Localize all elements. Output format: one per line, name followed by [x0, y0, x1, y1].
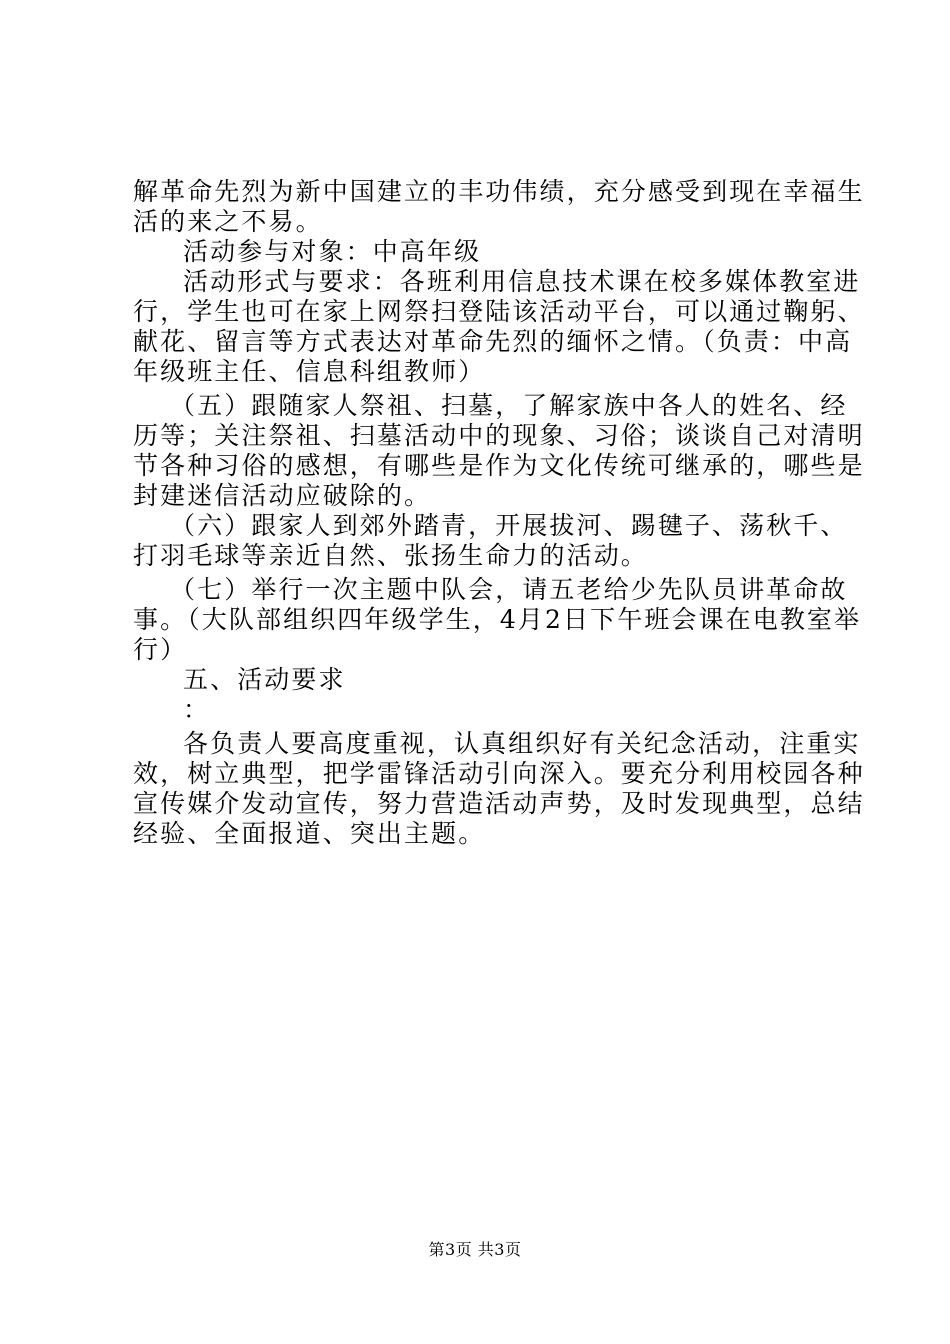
body-text-line: ： — [183, 695, 211, 724]
body-text-line: 经验、全面报道、突出主题。 — [133, 819, 486, 848]
body-text-line: 行，学生也可在家上网祭扫登陆该活动平台，可以通过鞠躬、 — [133, 297, 865, 326]
body-text-line: 节各种习俗的感想，有哪些是作为文化传统可继承的，哪些是 — [133, 451, 865, 480]
body-text-line: （五）跟随家人祭祖、扫墓，了解家族中各人的姓名、经 — [170, 391, 848, 420]
body-text-line: 行） — [133, 635, 188, 664]
page-footer: 第3页 共3页 — [428, 1240, 522, 1259]
body-text-line: 活动形式与要求：各班利用信息技术课在校多媒体教室进 — [183, 267, 861, 296]
body-text-line: 宣传媒介发动宣传，努力营造活动声势，及时发现典型，总结 — [133, 789, 865, 818]
body-text-line: 年级班主任、信息科组教师） — [133, 357, 486, 386]
body-text-line: （六）跟家人到郊外踏青，开展拔河、踢毽子、荡秋千、 — [170, 511, 848, 540]
body-text-line: 各负责人要高度重视，认真组织好有关纪念活动，注重实 — [183, 729, 861, 758]
body-text-line: 事。（大队部组织四年级学生，4月2日下午班会课在电教室举 — [133, 605, 862, 634]
section-heading: 五、活动要求 — [183, 665, 346, 694]
body-text-line: （七）举行一次主题中队会，请五老给少先队员讲革命故 — [170, 575, 848, 604]
body-text-line: 效，树立典型，把学雷锋活动引向深入。要充分利用校园各种 — [133, 759, 865, 788]
body-text-line: 献花、留言等方式表达对革命先烈的缅怀之情。（负责：中高 — [133, 327, 853, 356]
body-text-line: 打羽毛球等亲近自然、张扬生命力的活动。 — [133, 541, 648, 570]
body-text-line: 封建迷信活动应破除的。 — [133, 481, 432, 510]
body-text-line: 历等；关注祭祖、扫墓活动中的现象、习俗；谈谈自己对清明 — [133, 421, 865, 450]
body-text-line: 活动参与对象：中高年级 — [183, 237, 482, 266]
body-text-line: 活的来之不易。 — [133, 207, 323, 236]
body-text-line: 解革命先烈为新中国建立的丰功伟绩，充分感受到现在幸福生 — [133, 177, 865, 206]
